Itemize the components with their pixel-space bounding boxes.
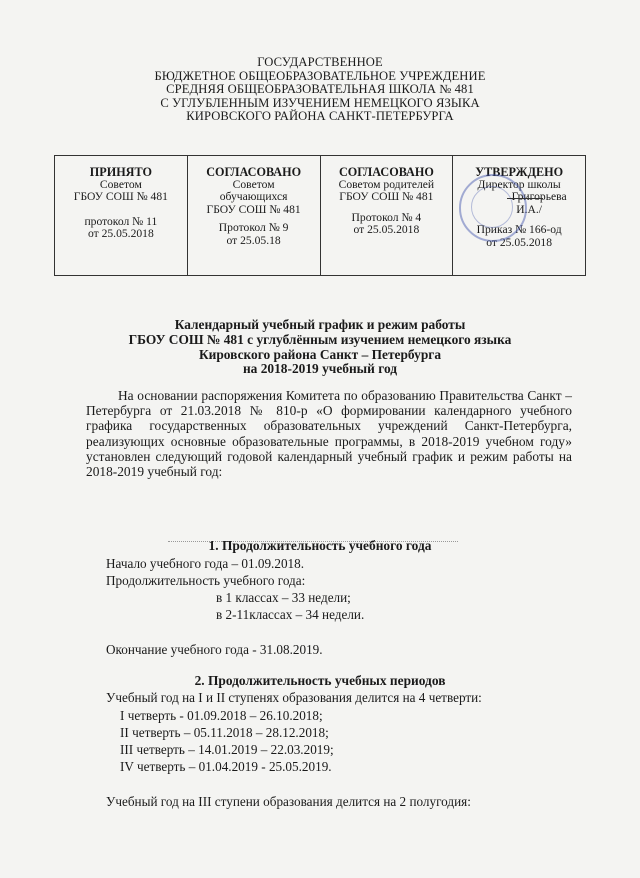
approval-protocol: протокол № 11 bbox=[84, 214, 158, 228]
approval-org: Директор школы bbox=[477, 177, 561, 191]
quarter-item: III четверть – 14.01.2019 – 22.03.2019; bbox=[120, 742, 334, 757]
grade1-duration: в 1 классах – 33 недели; bbox=[216, 590, 351, 605]
title-line: Календарный учебный график и режим работы bbox=[174, 317, 466, 332]
approval-date: от 25.05.2018 bbox=[353, 223, 420, 237]
quarter-item: IV четверть – 01.04.2019 - 25.05.2019. bbox=[120, 759, 332, 774]
approval-org: Советом bbox=[99, 177, 142, 191]
approval-date: от 25.05.2018 bbox=[87, 227, 154, 241]
approval-org: ГБОУ СОШ № 481 bbox=[73, 190, 168, 204]
approval-title: ПРИНЯТО bbox=[89, 165, 152, 179]
document-title bbox=[60, 318, 580, 377]
approval-title: СОГЛАСОВАНО bbox=[206, 165, 302, 179]
approval-org: ГБОУ СОШ № 481 bbox=[206, 202, 301, 216]
intro-paragraph: На основании распоряжения Комитета по образованию Правительства Санкт – Петербурга от 21.03.2018 № 810-р «О формировании календарного учебного графика государственных образовательных учреждений Санкт-Петербурга, реализующих основные образовательные программы, в 2018-2019 учебном году» установлен следующий годовой календарный учебный график и режим работы на 2018-2019 учебный год: bbox=[86, 388, 572, 480]
approval-org: И.А./ bbox=[516, 202, 542, 216]
header-line: БЮДЖЕТНОЕ ОБЩЕОБРАЗОВАТЕЛЬНОЕ УЧРЕЖДЕНИЕ bbox=[154, 68, 486, 83]
title-line: ГБОУ СОШ № 481 с углублённым изучением немецкого языка bbox=[128, 331, 512, 347]
approval-title: УТВЕРЖДЕНО bbox=[475, 165, 564, 179]
approval-approved bbox=[453, 156, 586, 276]
approval-agreed-students bbox=[187, 156, 320, 276]
duration-label: Продолжительность учебного года: bbox=[106, 573, 306, 588]
approval-org: обучающихся bbox=[219, 190, 288, 204]
header-line: СРЕДНЯЯ ОБЩЕОБРАЗОВАТЕЛЬНАЯ ШКОЛА № 481 bbox=[166, 82, 474, 97]
header-line: С УГЛУБЛЕННЫМ ИЗУЧЕНИЕМ НЕМЕЦКОГО ЯЗЫКА bbox=[160, 95, 480, 110]
school-stamp bbox=[459, 174, 527, 242]
approval-table bbox=[54, 155, 586, 276]
approval-agreed-parents bbox=[320, 156, 453, 276]
approval-protocol: Приказ № 166-од bbox=[476, 223, 562, 237]
school-year-start: Начало учебного года – 01.09.2018. bbox=[106, 556, 305, 571]
approval-org: Григорьева bbox=[511, 190, 567, 204]
school-header bbox=[60, 56, 580, 124]
semesters-intro: Учебный год на III ступени образования делится на 2 полугодия: bbox=[106, 794, 471, 809]
quarter-item: II четверть – 05.11.2018 – 28.12.2018; bbox=[120, 725, 329, 740]
quarters-intro: Учебный год на I и II ступенях образования делится на 4 четверти: bbox=[106, 690, 482, 705]
section1-heading: 1. Продолжительность учебного года bbox=[208, 538, 432, 553]
signature-line bbox=[507, 198, 543, 199]
section2-heading: 2. Продолжительность учебных периодов bbox=[194, 673, 446, 688]
approval-protocol: Протокол № 4 bbox=[351, 210, 422, 224]
header-line: КИРОВСКОГО РАЙОНА САНКТ-ПЕТЕРБУРГА bbox=[186, 109, 454, 124]
title-line: на 2018-2019 учебный год bbox=[242, 361, 398, 377]
approval-title: СОГЛАСОВАНО bbox=[338, 165, 434, 179]
approval-org: Советом bbox=[232, 177, 275, 191]
approval-accepted bbox=[55, 156, 188, 276]
header-line: ГОСУДАРСТВЕННОЕ bbox=[257, 55, 383, 69]
approval-date: от 25.05.2018 bbox=[486, 235, 553, 249]
approval-date: от 25.05.18 bbox=[226, 233, 281, 247]
approval-org: Советом родителей bbox=[338, 177, 435, 191]
approval-org: ГБОУ СОШ № 481 bbox=[339, 190, 434, 204]
approval-protocol: Протокол № 9 bbox=[218, 221, 289, 235]
school-year-end: Окончание учебного года - 31.08.2019. bbox=[106, 642, 323, 657]
quarter-item: I четверть - 01.09.2018 – 26.10.2018; bbox=[120, 708, 323, 723]
title-line: Кировского района Санкт – Петербурга bbox=[198, 346, 442, 362]
grade2-11-duration: в 2-11классах – 34 недели. bbox=[216, 607, 365, 622]
